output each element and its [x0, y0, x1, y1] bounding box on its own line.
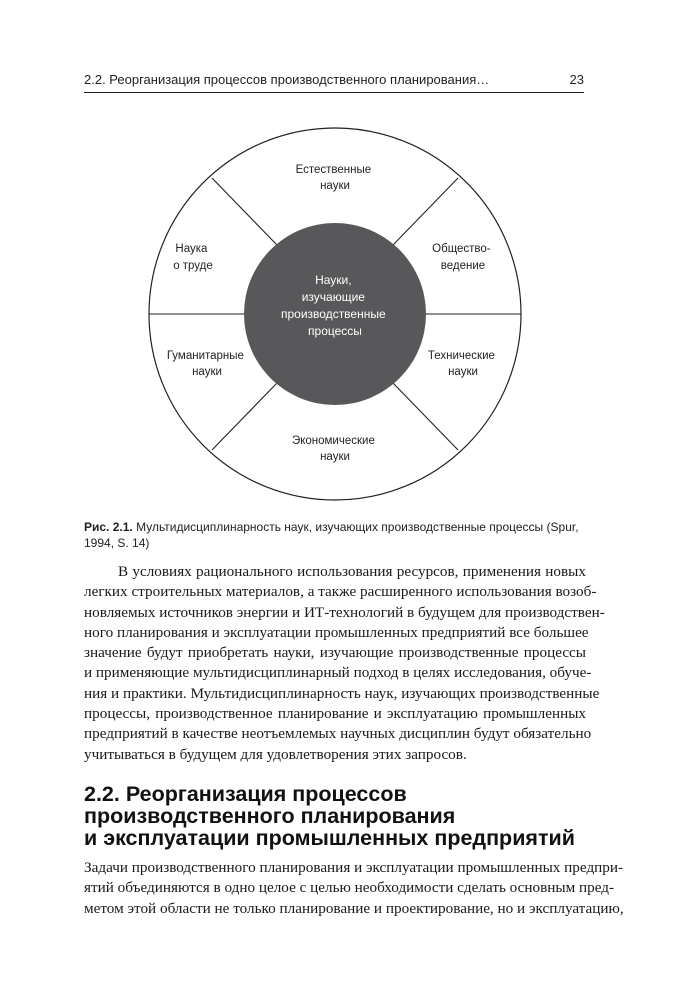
- figure-caption-text: Мультидисциплинарность наук, изучающих производственные процессы (Spur, 1994, S. 14): [84, 520, 579, 550]
- running-header: [84, 70, 584, 92]
- paragraph-line: и применяющие мультидисциплинарный подход в целях исследования, обуче-: [84, 664, 592, 682]
- section-heading: [84, 783, 586, 849]
- paragraph-line: ного планирования и эксплуатации промышленных предприятий все большее: [84, 623, 589, 641]
- paragraph-line: Задачи производственного планирования и эксплуатации промышленных предпри-: [84, 859, 624, 876]
- paragraph-line: новляемых источников энергии и ИТ-технологий в будущем для производствен-: [84, 603, 605, 621]
- section-heading-line: и эксплуатации промышленных предприятий: [84, 826, 575, 850]
- center-label-line: процессы: [308, 324, 362, 338]
- figure-caption-label: Рис. 2.1.: [84, 520, 133, 534]
- center-label-line: производственные: [280, 307, 386, 321]
- paragraph-1: [84, 562, 605, 765]
- page-number: 23: [569, 72, 584, 87]
- multidisciplinarity-diagram: [140, 127, 530, 507]
- paragraph-line: В условиях рационального использования ресурсов, применения новых: [118, 563, 586, 580]
- center-label-line: Науки,: [315, 273, 352, 287]
- segment-humanities: Гуманитарные науки: [166, 350, 244, 378]
- paragraph-2: [84, 858, 624, 919]
- segment-economic-sciences: Экономические науки: [291, 435, 375, 463]
- section-heading-line: 2.2. Реорганизация процессов: [84, 782, 407, 806]
- segment-social-science: Общество- ведение: [432, 243, 491, 272]
- header-rule: [84, 92, 584, 93]
- paragraph-line: предприятий в качестве неотъемлемых научных дисциплин будут обязательно: [84, 725, 592, 743]
- paragraph-line: процессы, производственное планирование и эксплуатацию промышленных: [84, 705, 586, 723]
- center-label-line: изучающие: [301, 290, 365, 304]
- figure-caption: [84, 519, 586, 551]
- paragraph-line: учитываться в будущем для удовлетворения этих запросов.: [84, 745, 467, 763]
- paragraph-line: метом этой области не только планирование и проектирование, но и эксплуатацию,: [84, 899, 624, 917]
- paragraph-line: ния и практики. Мультидисциплинарность наук, изучающих производственные: [84, 684, 600, 702]
- segment-labor-science: Наука о труде: [173, 243, 213, 272]
- segment-technical-sciences: Технические науки: [427, 350, 495, 378]
- segment-natural-sciences: Естественные науки: [295, 164, 372, 192]
- section-heading-line: производственного планирования: [84, 804, 456, 828]
- paragraph-line: ятий объединяются в одно целое с целью необходимости сделать основным пред-: [84, 879, 615, 897]
- running-header-title: 2.2. Реорганизация процессов производственного планирования…: [84, 72, 490, 87]
- paragraph-line: легких строительных материалов, а также расширенного использования возоб-: [84, 583, 597, 601]
- paragraph-line: значение будут приобретать науки, изучающие производственные процессы: [84, 644, 586, 662]
